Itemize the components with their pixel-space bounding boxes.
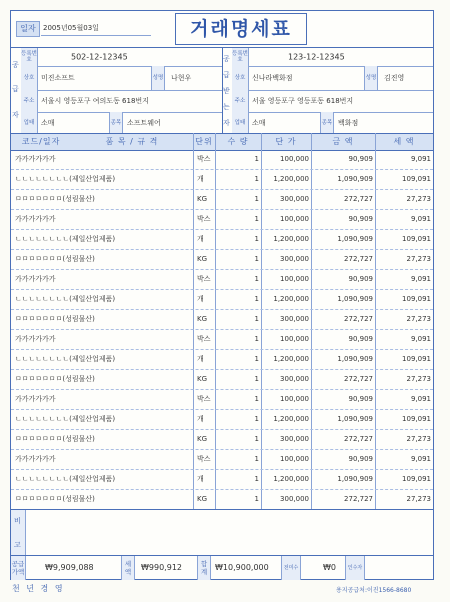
receiver-item: 백화점 — [338, 119, 359, 127]
item-qty: 1 — [254, 335, 259, 343]
item-price: 100,000 — [280, 215, 309, 223]
item-amount: 1,090,909 — [337, 295, 373, 303]
receiver-side-label: 공 급 받 는 자 — [222, 48, 233, 134]
item-qty: 1 — [254, 315, 259, 323]
col-unit: 단위 — [195, 137, 213, 146]
col-code-date: 코드/일자 — [21, 137, 61, 146]
table-row — [11, 429, 433, 450]
item-qty: 1 — [254, 175, 259, 183]
receiver-rep: 김진영 — [384, 74, 405, 82]
supplier-addr-label: 주소 — [21, 90, 38, 112]
item-tax: 27,273 — [406, 315, 431, 323]
totals-row — [11, 555, 433, 580]
item-qty: 1 — [254, 255, 259, 263]
receiver-block — [222, 47, 433, 134]
item-name: ㄴㄴㄴㄴㄴㄴㄴㄴ(제일산업제품) — [15, 175, 116, 183]
supply-label: 공급가액 — [11, 556, 26, 580]
total-label: 합계 — [197, 556, 211, 580]
table-row — [11, 289, 433, 310]
item-price: 300,000 — [280, 375, 309, 383]
item-unit: KG — [197, 195, 208, 203]
item-unit: 박스 — [197, 155, 211, 163]
supplier-name-label: 상호 — [21, 66, 38, 90]
item-tax: 9,091 — [410, 215, 431, 223]
item-unit: 개 — [197, 475, 204, 483]
item-unit: KG — [197, 495, 208, 503]
item-qty: 1 — [254, 235, 259, 243]
item-price: 300,000 — [280, 195, 309, 203]
item-tax: 27,273 — [406, 375, 431, 383]
item-name: ㄴㄴㄴㄴㄴㄴㄴㄴ(제일산업제품) — [15, 415, 116, 423]
item-unit: 박스 — [197, 395, 211, 403]
item-tax: 109,091 — [402, 175, 431, 183]
item-amount: 90,909 — [348, 155, 373, 163]
item-amount: 272,727 — [344, 315, 373, 323]
receiver-reg-row — [232, 48, 433, 67]
receiver-name-row — [232, 66, 433, 91]
remarks-label: 비 고 — [11, 510, 26, 556]
item-name: ㅁㅁㅁㅁㅁㅁㅁ(성림물산) — [15, 495, 95, 503]
item-amount: 1,090,909 — [337, 355, 373, 363]
item-amount: 90,909 — [348, 335, 373, 343]
item-name: 가가가가가가 — [15, 275, 56, 283]
item-amount: 272,727 — [344, 255, 373, 263]
supplier-item-label: 종목 — [109, 112, 123, 134]
item-unit: KG — [197, 315, 208, 323]
receiver-reg-label: 등록번호 — [232, 48, 249, 66]
receiver-addr-label: 주소 — [232, 90, 249, 112]
supplier-item: 소프트웨어 — [127, 119, 161, 127]
item-qty: 1 — [254, 475, 259, 483]
item-price: 1,200,000 — [273, 475, 309, 483]
supplier-reg-row — [21, 48, 222, 67]
table-row — [11, 169, 433, 190]
table-row — [11, 149, 433, 170]
item-amount: 272,727 — [344, 435, 373, 443]
tax-amount: ₩990,912 — [141, 563, 182, 572]
supplier-type-label: 업태 — [21, 112, 38, 134]
item-tax: 9,091 — [410, 395, 431, 403]
item-tax: 27,273 — [406, 255, 431, 263]
item-tax: 27,273 — [406, 195, 431, 203]
receiver-type-row — [232, 112, 433, 134]
item-amount: 90,909 — [348, 395, 373, 403]
item-tax: 9,091 — [410, 275, 431, 283]
receiver-rep-label: 성명 — [364, 66, 378, 90]
remarks-section — [11, 509, 433, 556]
item-qty: 1 — [254, 375, 259, 383]
supplier-reg-no: 502-12-12345 — [71, 52, 128, 62]
item-qty: 1 — [254, 415, 259, 423]
item-unit: KG — [197, 375, 208, 383]
item-price: 300,000 — [280, 255, 309, 263]
item-price: 100,000 — [280, 455, 309, 463]
item-amount: 1,090,909 — [337, 175, 373, 183]
footer-brand: 천 년 경 영 — [12, 584, 65, 593]
item-qty: 1 — [254, 395, 259, 403]
item-price: 100,000 — [280, 395, 309, 403]
item-price: 300,000 — [280, 435, 309, 443]
item-unit: 개 — [197, 235, 204, 243]
table-row — [11, 489, 433, 510]
receiver-reg-no: 123-12-12345 — [288, 52, 345, 62]
item-price: 1,200,000 — [273, 295, 309, 303]
date-value: 2005년05월03일 — [43, 24, 99, 32]
table-row — [11, 449, 433, 470]
item-name: ㄴㄴㄴㄴㄴㄴㄴㄴ(제일산업제품) — [15, 355, 116, 363]
item-price: 1,200,000 — [273, 235, 309, 243]
item-name: ㅁㅁㅁㅁㅁㅁㅁ(성림물산) — [15, 375, 95, 383]
supplier-name-row — [21, 66, 222, 91]
supplier-addr: 서울시 영등포구 여의도동 618번지 — [41, 97, 149, 105]
table-row — [11, 189, 433, 210]
item-name: ㅁㅁㅁㅁㅁㅁㅁ(성림물산) — [15, 195, 95, 203]
prev-amount: ₩0 — [323, 563, 336, 572]
item-tax: 27,273 — [406, 495, 431, 503]
item-amount: 272,727 — [344, 375, 373, 383]
item-unit: 박스 — [197, 335, 211, 343]
item-price: 100,000 — [280, 155, 309, 163]
item-amount: 90,909 — [348, 215, 373, 223]
col-amount: 금 액 — [332, 137, 354, 146]
item-unit: 박스 — [197, 455, 211, 463]
receiver-name-label: 상호 — [232, 66, 249, 90]
col-tax: 세 액 — [393, 137, 415, 146]
item-amount: 90,909 — [348, 275, 373, 283]
col-price: 단 가 — [275, 137, 297, 146]
item-qty: 1 — [254, 275, 259, 283]
table-row — [11, 269, 433, 290]
item-unit: 개 — [197, 295, 204, 303]
item-qty: 1 — [254, 435, 259, 443]
item-price: 300,000 — [280, 495, 309, 503]
table-row — [11, 329, 433, 350]
item-name: ㄴㄴㄴㄴㄴㄴㄴㄴ(제일산업제품) — [15, 295, 116, 303]
item-name: ㄴㄴㄴㄴㄴㄴㄴㄴ(제일산업제품) — [15, 235, 116, 243]
table-row — [11, 369, 433, 390]
footer-supplier: 용지공급처:이진1566-8680 — [336, 587, 412, 594]
line-items — [11, 149, 433, 509]
supplier-addr-row — [21, 90, 222, 113]
item-tax: 109,091 — [402, 475, 431, 483]
item-qty: 1 — [254, 495, 259, 503]
item-qty: 1 — [254, 215, 259, 223]
table-row — [11, 409, 433, 430]
total-amount: ₩10,900,000 — [215, 563, 269, 572]
item-price: 1,200,000 — [273, 175, 309, 183]
item-qty: 1 — [254, 295, 259, 303]
item-name: 가가가가가가 — [15, 395, 56, 403]
item-qty: 1 — [254, 195, 259, 203]
invoice-form — [10, 10, 434, 580]
item-name: ㄴㄴㄴㄴㄴㄴㄴㄴ(제일산업제품) — [15, 475, 116, 483]
date-label: 일자 — [16, 21, 40, 37]
item-price: 1,200,000 — [273, 355, 309, 363]
supply-amount: ₩9,909,088 — [45, 563, 94, 572]
item-name: 가가가가가가 — [15, 215, 56, 223]
item-unit: 개 — [197, 415, 204, 423]
receiver-addr: 서울 영등포구 영등포동 618번지 — [252, 97, 354, 105]
receiver-item-label: 종목 — [320, 112, 334, 134]
item-qty: 1 — [254, 355, 259, 363]
date-underline — [41, 35, 151, 36]
table-row — [11, 469, 433, 490]
item-amount: 90,909 — [348, 455, 373, 463]
col-qty: 수 량 — [227, 137, 249, 146]
item-unit: KG — [197, 255, 208, 263]
item-price: 1,200,000 — [273, 415, 309, 423]
item-tax: 27,273 — [406, 435, 431, 443]
item-amount: 1,090,909 — [337, 235, 373, 243]
table-row — [11, 249, 433, 270]
tax-label: 세액 — [121, 556, 135, 580]
supplier-reg-label: 등록번호 — [21, 48, 38, 66]
prev-label: 전미수 — [281, 556, 301, 580]
col-item-spec: 품 목 / 규 격 — [105, 137, 159, 146]
supplier-rep-label: 성명 — [151, 66, 165, 90]
item-tax: 109,091 — [402, 235, 431, 243]
item-tax: 9,091 — [410, 155, 431, 163]
table-row — [11, 349, 433, 370]
item-amount: 272,727 — [344, 195, 373, 203]
item-amount: 272,727 — [344, 495, 373, 503]
item-price: 100,000 — [280, 275, 309, 283]
supplier-type-row — [21, 112, 222, 134]
item-amount: 1,090,909 — [337, 415, 373, 423]
supplier-side-label: 공 급 자 — [11, 48, 22, 134]
item-tax: 109,091 — [402, 355, 431, 363]
table-row — [11, 209, 433, 230]
item-name: 가가가가가가 — [15, 335, 56, 343]
signer-label: 인수자 — [345, 556, 365, 580]
item-qty: 1 — [254, 155, 259, 163]
supplier-block — [11, 47, 223, 134]
table-row — [11, 309, 433, 330]
item-name: 가가가가가가 — [15, 455, 56, 463]
item-unit: 개 — [197, 175, 204, 183]
item-tax: 9,091 — [410, 335, 431, 343]
item-unit: KG — [197, 435, 208, 443]
item-unit: 개 — [197, 355, 204, 363]
item-tax: 9,091 — [410, 455, 431, 463]
item-unit: 박스 — [197, 275, 211, 283]
item-name: ㅁㅁㅁㅁㅁㅁㅁ(성림물산) — [15, 315, 95, 323]
supplier-type: 소매 — [41, 119, 55, 127]
item-qty: 1 — [254, 455, 259, 463]
item-name: 가가가가가가 — [15, 155, 56, 163]
item-tax: 109,091 — [402, 295, 431, 303]
table-row — [11, 389, 433, 410]
receiver-type-label: 업태 — [232, 112, 249, 134]
item-unit: 박스 — [197, 215, 211, 223]
table-row — [11, 229, 433, 250]
supplier-rep: 나현우 — [171, 74, 192, 82]
receiver-type: 소매 — [252, 119, 266, 127]
supplier-name: 미진소프트 — [41, 74, 75, 82]
item-tax: 109,091 — [402, 415, 431, 423]
receiver-addr-row — [232, 90, 433, 113]
item-price: 300,000 — [280, 315, 309, 323]
item-name: ㅁㅁㅁㅁㅁㅁㅁ(성림물산) — [15, 255, 95, 263]
form-title: 거래명세표 — [175, 13, 307, 45]
item-name: ㅁㅁㅁㅁㅁㅁㅁ(성림물산) — [15, 435, 95, 443]
item-price: 100,000 — [280, 335, 309, 343]
item-amount: 1,090,909 — [337, 475, 373, 483]
receiver-name: 신나라백화점 — [252, 74, 293, 82]
form-header — [11, 11, 433, 47]
